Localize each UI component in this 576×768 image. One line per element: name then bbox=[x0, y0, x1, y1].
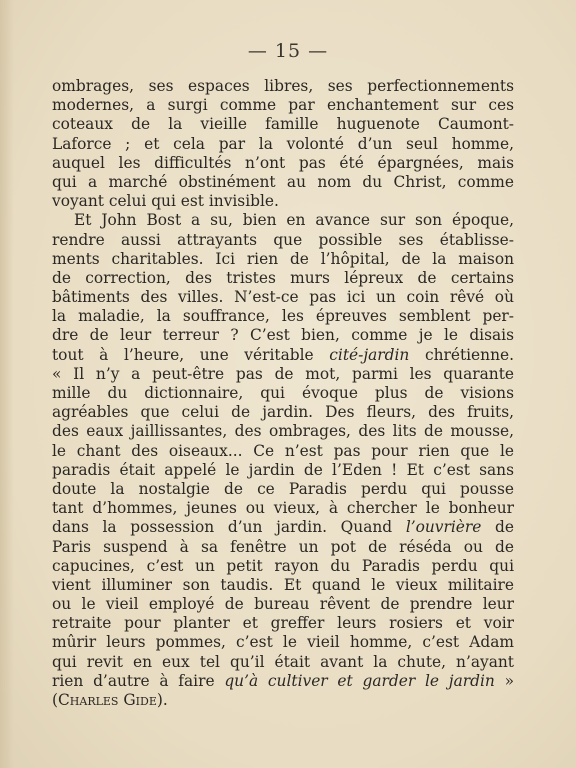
text-line: Laforce ; et cela par la volonté d’un seul homme, bbox=[52, 134, 514, 153]
text-span: rien d’autre à faire bbox=[52, 671, 225, 690]
text-line: de correction, des tristes murs lépreux de certains bbox=[52, 268, 514, 287]
text-line: modernes, a surgi comme par enchantement sur ces bbox=[52, 96, 514, 115]
text-line: doute la nostalgie de ce Paradis perdu qui pousse bbox=[52, 479, 514, 498]
text-line bbox=[52, 346, 514, 365]
text-line: coteaux de la vieille famille huguenote Caumont- bbox=[52, 115, 514, 134]
text-line: ou le vieil employé de bureau rêvent de prendre leur bbox=[52, 595, 514, 614]
text-line: voyant celui qui est invisible. bbox=[52, 192, 279, 211]
text-span: » bbox=[494, 671, 514, 690]
text-line: la maladie, la souffrance, les épreuves semblent per- bbox=[52, 307, 514, 326]
text-line: paradis était appelé le jardin de l’Eden ! Et c’est sans bbox=[52, 460, 514, 479]
text-line: retraite pour planter et greffer leurs rosiers et voir bbox=[52, 614, 514, 633]
body-text bbox=[52, 77, 514, 710]
text-line bbox=[52, 518, 514, 537]
text-span: dans la possession d’un jardin. Quand bbox=[52, 518, 406, 537]
italic-text-span: l’ouvrière bbox=[405, 518, 482, 537]
text-line: ments charitables. Ici rien de l’hôpital, de la maison bbox=[52, 249, 514, 268]
text-span: tout à l’heure, une véritable bbox=[52, 345, 330, 364]
text-line: bâtiments des villes. N’est-ce pas ici un coin rêvé où bbox=[52, 288, 514, 307]
text-line: des eaux jaillissantes, des ombrages, des lits de mousse, bbox=[52, 422, 514, 441]
text-line bbox=[52, 672, 514, 691]
text-span: de bbox=[481, 518, 514, 537]
text-line: qui revit en eux tel qu’il était avant la chute, n’ayant bbox=[52, 652, 514, 671]
text-line: rendre aussi attrayants que possible ses établisse- bbox=[52, 230, 514, 249]
text-line: dre de leur terreur ? C’est bien, comme je le disais bbox=[52, 326, 514, 345]
text-span: chrétienne. bbox=[409, 345, 514, 364]
text-line: tant d’hommes, jeunes ou vieux, à chercher le bonheur bbox=[52, 499, 514, 518]
text-line: Et John Bost a su, bien en avance sur son époque, bbox=[74, 211, 514, 230]
text-line: agréables que celui de jardin. Des fleurs, des fruits, bbox=[52, 403, 514, 422]
page-number: — 15 — bbox=[247, 40, 329, 62]
text-line: mille du dictionnaire, qui évoque plus de visions bbox=[52, 384, 514, 402]
text-line: capucines, c’est un petit rayon du Paradis perdu qui bbox=[52, 556, 514, 575]
text-line: ombrages, ses espaces libres, ses perfectionnements bbox=[52, 77, 514, 95]
text-line: vient illuminer son taudis. Et quand le vieux militaire bbox=[52, 575, 514, 594]
italic-text-span: cité-jardin bbox=[329, 345, 410, 364]
text-line: « Il n’y a peut-être pas de mot, parmi les quarante bbox=[52, 364, 514, 383]
text-line: le chant des oiseaux... Ce n’est pas pour rien que le bbox=[52, 441, 514, 460]
text-line: (Charles Gide). bbox=[52, 691, 168, 709]
text-line: mûrir leurs pommes, c’est le vieil homme, c’est Adam bbox=[52, 633, 514, 652]
text-line: auquel les difficultés n’ont pas été épargnées, mais bbox=[52, 153, 514, 172]
text-line: qui a marché obstinément au nom du Christ, comme bbox=[52, 172, 514, 191]
italic-text-span: qu’à cultiver et garder le jardin bbox=[224, 671, 495, 690]
page-gutter-shadow bbox=[0, 0, 14, 768]
text-line: Paris suspend à sa fenêtre un pot de réséda ou de bbox=[52, 537, 514, 556]
